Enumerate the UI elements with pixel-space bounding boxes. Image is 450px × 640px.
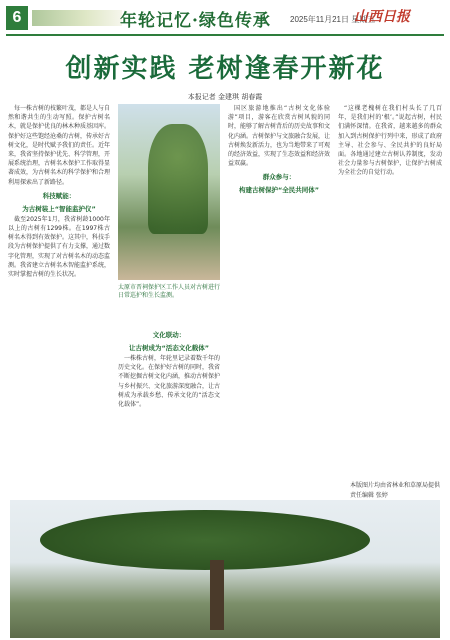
body-paragraph: 一株株古树，年轮里记录着数千年的历史文化。在保护好古树的同时，我省不断挖掘古树文化内涵，推动古树保护与乡村振兴、文化旅游深度融合，让古树成为承载乡愁、传承文化的“活态文化载体”。	[118, 355, 221, 409]
tree-illustration	[148, 124, 208, 234]
editor-credit: 责任编辑 张婷	[350, 492, 388, 499]
subheading: 构建古树保护“全民共同体”	[238, 186, 320, 195]
body-paragraph: 截至2025年1月，我省树龄1000年以上的古树有1299株。在1997株古树名木得到有效保护。这其中，科技手段为古树保护提供了有力支撑，通过数字化管理，实现了对古树名木的动态监测。我省建立古树名木智能监护系统，实时掌握古树的生长状况。	[8, 215, 111, 279]
article-column-1	[8, 104, 110, 281]
article-byline: 本报记者 金建琪 胡春霞	[187, 93, 263, 101]
subheading-label: 科技赋能：	[42, 191, 76, 200]
article-headline: 创新实践 老树逢春开新花	[65, 54, 385, 84]
photo-caption: 太原市晋祠保护区工作人员对古树进行日常巡护和生长监测。	[118, 284, 221, 299]
article-column-4	[338, 104, 442, 180]
body-paragraph: 每一株古树的枝繁叶茂，都是人与自然和谐共生的生动写照。保护古树名木，就是保护优良的林木种质基因库。保护好这些饱经沧桑的古树，传承好古树文化，是时代赋予我们的责任。近年来，我省坚持保护优先、科学管理，开展系统治理，古树名木保护工作取得显著成效，为古树名木的科学保护和合理利用探索出了新路径。	[8, 105, 111, 186]
subheading-label: 群众参与：	[262, 173, 296, 182]
article-photo-1	[118, 104, 220, 280]
tree-canopy-illustration	[40, 510, 370, 570]
section-title: 年轮记忆·绿色传承	[120, 11, 271, 31]
header-banner-decoration	[32, 10, 122, 26]
page-header	[0, 0, 450, 38]
photo-credit: 本版图片均由省林业和草原局提供	[350, 482, 441, 489]
article-column-2	[118, 326, 220, 411]
subheading: 为古树装上“智能监护仪”	[22, 204, 96, 213]
article-photo-2	[10, 500, 440, 638]
issue-date: 2025年11月21日 星期五	[290, 15, 376, 24]
subheading-label: 文化联动：	[152, 331, 186, 339]
page-number: 6	[6, 6, 28, 30]
body-paragraph: “这棵老槐树在我们村头长了几百年，是我们村的‘根’。”说起古树，村民们满怀深情。在我省，越来越多的群众加入到古树保护行列中来，形成了政府主导、社会参与、全民共护的良好局面。各地通过建立古树认养制度，发动社会力量参与古树保护，让保护古树成为全社会的自觉行动。	[338, 105, 442, 177]
article-column-3	[228, 104, 330, 196]
tree-trunk-illustration	[210, 560, 224, 630]
header-rule	[6, 34, 444, 36]
subheading: 让古树成为“活态文化载体”	[128, 344, 210, 352]
masthead-logo: 山西日报	[354, 9, 410, 25]
body-paragraph: 国区旅游地推出“古树文化体验游”项目，游客在欣赏古树风貌的同时，能够了解古树背后的历史故事和文化内涵。古树保护与文旅融合发展，让古树焕发新活力，也为当地带来了可观的经济效益，实现了生态效益和经济效益双赢。	[228, 105, 331, 168]
